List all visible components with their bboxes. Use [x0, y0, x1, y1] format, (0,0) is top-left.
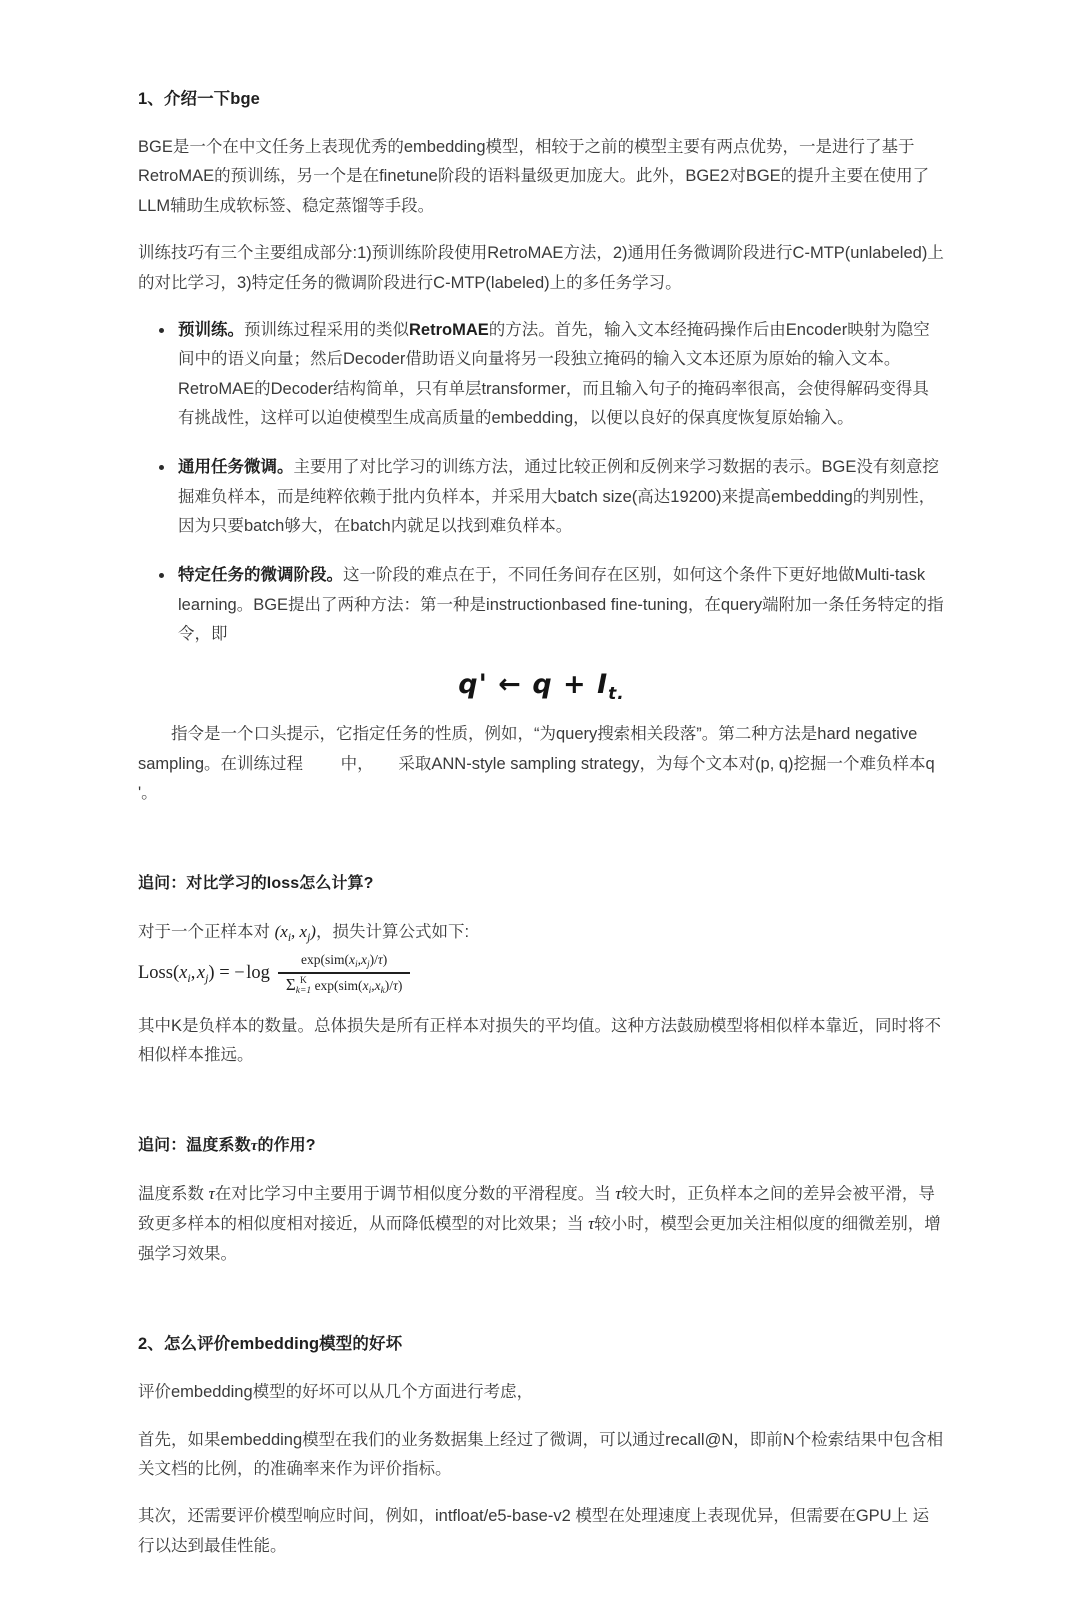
- section-2-paragraph-1: 评价embedding模型的好坏可以从几个方面进行考虑，: [138, 1383, 534, 1402]
- loss-intro-paragraph: [138, 917, 945, 948]
- loss-formula-block: [138, 952, 945, 996]
- temperature-explanation-paragraph: [138, 1179, 945, 1269]
- formula-rhs: q + I: [532, 669, 609, 701]
- tau-symbol: τ: [208, 1184, 215, 1204]
- loss-explanation-paragraph: 其中K是负样本的数量。总体损失是所有正样本对损失的平均值。这种方法鼓励模型将相似样本靠近，同时将不相似样本推远。: [138, 1017, 942, 1065]
- temp-part-4: 较小时，模型会更加关注相似度的细微差别，增强学习效果。: [138, 1215, 941, 1263]
- temp-part-2: 在对比学习中主要用于调节相似度分数的平滑程度。当: [214, 1185, 616, 1204]
- section-1-paragraph-2: 训练技巧有三个主要组成部分:1)预训练阶段使用RetroMAE方法，2)通用任务微调阶段进行C-MTP(unlabeled)上的对比学习，3)特定任务的微调阶段进行C-MTP(labeled)上的多任务学习。: [138, 244, 944, 292]
- loss-intro-math: ($x_i$, $x_j$): [274, 921, 316, 944]
- bullet-body-before: 这一阶段的难点在于，不同任务间存在区别，如何这个条件下更好地做Multi-task learning。BGE提出了两种方法：第一种是instructionbased fine-tuning，在query端附加一条任务特定的指令，即: [178, 566, 944, 644]
- section-spacer: [138, 1089, 945, 1135]
- bullet-lead-label: 特定任务的微调阶段。: [178, 566, 343, 585]
- loss-formula-denominator: Σ K k=1 $\exp(sim(x_i,x_k)/\tau)$: [285, 974, 403, 996]
- training-technique-list: [138, 316, 945, 650]
- bullet-body-before: 主要用了对比学习的训练方法，通过比较正例和反例来学习数据的表示。BGE没有刻意挖掘难负样本，而是纯粹依赖于批内负样本，并采用大batch size(高达19200)来提高embedding的判别性，因为只要batch够大，在batch内就足以找到难负样本。: [178, 458, 939, 536]
- formula-subscript: t.: [608, 684, 625, 705]
- formula-arrow-icon: ←: [498, 669, 522, 701]
- followup-2-heading-prefix: 追问：温度系数: [138, 1136, 251, 1154]
- bullet-lead-label: 通用任务微调。: [178, 458, 294, 477]
- bullet-inline-bold: RetroMAE: [409, 320, 489, 339]
- tau-symbol: τ: [250, 1137, 258, 1154]
- loss-formula-numerator: $\exp(sim(x_i,x_j)/\tau)$: [301, 952, 388, 971]
- instruction-formula-image: [138, 669, 945, 704]
- section-1-heading: 1、介绍一下bge: [138, 90, 260, 108]
- section-2-heading: 2、怎么评价embedding模型的好坏: [138, 1335, 403, 1354]
- section-2-paragraph-2: 首先，如果embedding模型在我们的业务数据集上经过了微调，可以通过recall@N，即前N个检索结果中包含相关文档的比例，的准确率来作为评价指标。: [138, 1430, 944, 1479]
- tau-symbol: τ: [588, 1214, 595, 1234]
- list-item: [138, 453, 945, 541]
- loss-intro-prefix: 对于一个正样本对: [138, 922, 275, 941]
- sum-lower-limit: k=1: [295, 985, 312, 996]
- formula-lhs: q': [458, 669, 488, 701]
- temp-part-3: 较大时，正负样本之间的差异会被平滑，导致更多样本的相似度相对接近，从而降低模型的对比效果；当: [138, 1185, 935, 1234]
- bullet-lead-label: 预训练。: [178, 320, 244, 339]
- tau-symbol: τ: [615, 1184, 622, 1204]
- formula-glyph: [458, 669, 624, 704]
- loss-formula-lhs: $Loss(x_i$, $x_j$) = − log: [138, 962, 270, 985]
- temp-part-1: 温度系数: [138, 1185, 209, 1204]
- list-item: [138, 316, 945, 433]
- loss-intro-suffix: ，损失计算公式如下:: [315, 922, 470, 941]
- instruction-explanation-paragraph: 指令是一个口头提示，它指定任务的性质，例如，“为query搜索相关段落”。第二种方法是hard negative sampling。在训练过程 中， 采取ANN-style sampling strategy，为每个文本对(p, q)挖掘一个难负样本q '。: [138, 725, 940, 803]
- section-spacer: [138, 1287, 945, 1333]
- section-2-paragraph-3: 其次，还需要评价模型响应时间，例如，intfloat/e5-base-v2 模型在处理速度上表现优异，但需要在GPU上 运行以达到最佳性能。: [138, 1507, 930, 1555]
- bullet-body-before: 预训练过程采用的类似: [244, 320, 409, 339]
- loss-formula-fraction: [278, 952, 411, 996]
- followup-1-heading: 追问：对比学习的loss怎么计算?: [138, 874, 374, 892]
- list-item: [138, 561, 945, 649]
- section-1-paragraph-1: BGE是一个在中文任务上表现优秀的embedding模型，相较于之前的模型主要有两点优势，一是进行了基于RetroMAE的预训练，另一个是在finetune阶段的语料量级更加庞大。此外，BGE2对BGE的提升主要在使用了LLM辅助生成软标签、稳定蒸馏等手段。: [138, 138, 930, 215]
- bullet-body-after: 的方法。首先，输入文本经掩码操作后由Encoder映射为隐空间中的语义向量；然后Decoder借助语义向量将另一段独立掩码的输入文本还原为原始的输入文本。RetroMAE的Decoder结构简单，只有单层transformer，而且输入句子的掩码率很高，会使得解码变得具有挑战性，这样可以迫使模型生成高质量的embedding，以便以良好的保真度恢复原始输入。: [178, 320, 930, 427]
- followup-2-heading: [138, 1135, 945, 1157]
- section-spacer: [138, 827, 945, 873]
- followup-2-heading-suffix: 的作用?: [257, 1136, 316, 1154]
- sum-upper-limit: K: [300, 976, 307, 987]
